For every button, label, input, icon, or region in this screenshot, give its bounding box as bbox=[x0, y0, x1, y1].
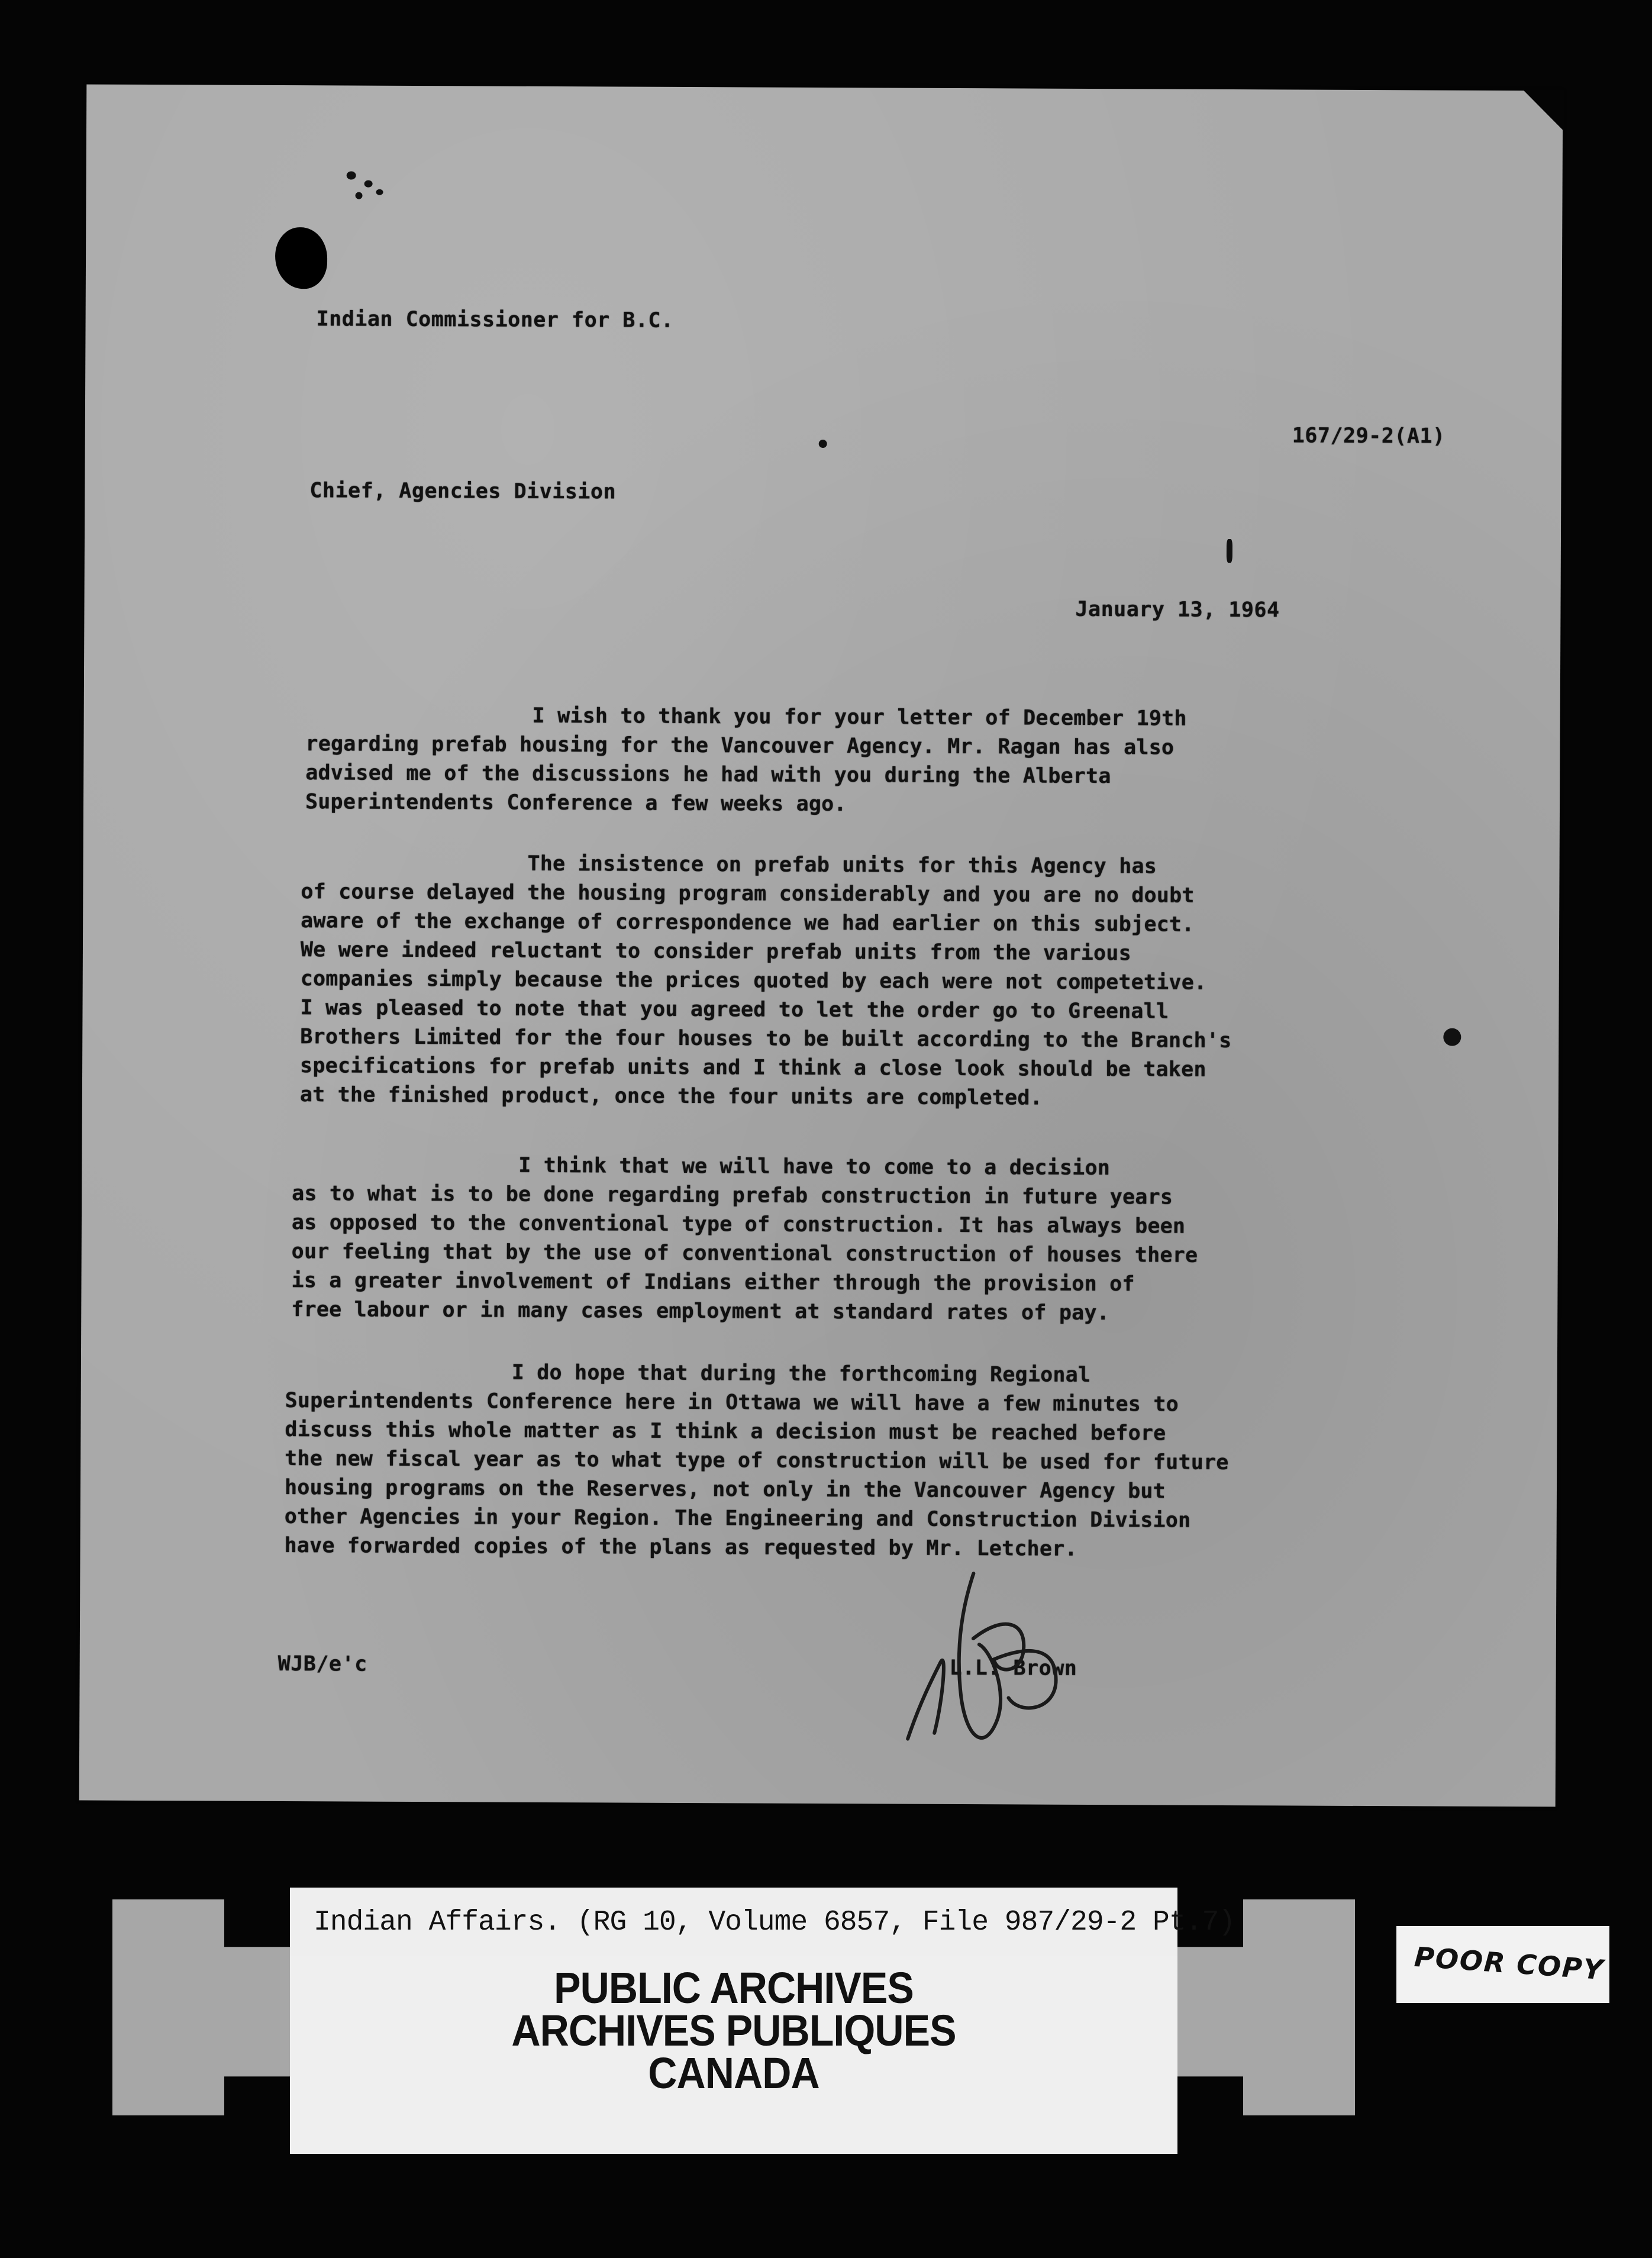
paragraph-line: the new fiscal year as to what type of construction will be used for future bbox=[285, 1447, 1229, 1475]
paragraph-line: Superintendents Conference here in Ottawa we will have a few minutes to bbox=[285, 1389, 1179, 1417]
archive-citation: Indian Affairs. (RG 10, Volume 6857, File 987/29-2 Pt.7) bbox=[314, 1907, 1235, 1938]
paragraph-1 bbox=[305, 701, 1187, 820]
paragraph-3 bbox=[291, 1150, 1198, 1328]
recipient-line: Indian Commissioner for B.C. bbox=[316, 307, 674, 333]
paragraph-line: We were indeed reluctant to consider prefab units from the various bbox=[300, 938, 1131, 966]
ink-speck bbox=[347, 171, 356, 179]
punch-hole bbox=[275, 227, 327, 289]
file-reference: 167/29-2(A1) bbox=[1292, 424, 1446, 449]
archive-name-fr: ARCHIVES PUBLIQUES bbox=[511, 2006, 956, 2055]
typist-initials: WJB/e'c bbox=[278, 1652, 367, 1676]
paragraph-line: I was pleased to note that you agreed to let the order go to Greenall bbox=[300, 996, 1169, 1024]
sender-line: Chief, Agencies Division bbox=[309, 479, 617, 504]
paragraph-line: is a greater involvement of Indians either through the provision of bbox=[291, 1269, 1135, 1296]
paragraph-2 bbox=[300, 849, 1232, 1114]
stamp-text: POOR COPY bbox=[1413, 1940, 1605, 1986]
paragraph-line: Brothers Limited for the four houses to be built according to the Branch's bbox=[300, 1025, 1232, 1053]
paragraph-line: I do hope that during the forthcoming Regional bbox=[285, 1360, 1091, 1387]
paragraph-line: have forwarded copies of the plans as requested by Mr. Letcher. bbox=[284, 1534, 1077, 1561]
paragraph-line: aware of the exchange of correspondence we had earlier on this subject. bbox=[301, 909, 1195, 937]
paragraph-line: free labour or in many cases employment at standard rates of pay. bbox=[291, 1298, 1110, 1325]
letter-page bbox=[79, 85, 1563, 1807]
poor-copy-stamp bbox=[1396, 1926, 1609, 2003]
paragraph-line: discuss this whole matter as I think a decision must be reached before bbox=[285, 1418, 1166, 1446]
ink-speck bbox=[1443, 1028, 1461, 1046]
paragraph-line: specifications for prefab units and I think a close look should be taken bbox=[300, 1054, 1206, 1082]
paragraph-line: I wish to thank you for your letter of December 19th bbox=[305, 703, 1187, 731]
ink-speck bbox=[819, 440, 827, 448]
ink-speck bbox=[376, 189, 383, 195]
archive-country: CANADA bbox=[648, 2049, 819, 2098]
page-corner bbox=[1522, 89, 1564, 131]
paragraph-line: as to what is to be done regarding prefab construction in future years bbox=[292, 1182, 1173, 1209]
paragraph-line: of course delayed the housing program considerably and you are no doubt bbox=[301, 880, 1195, 908]
ink-speck bbox=[1227, 539, 1232, 563]
paragraph-line: as opposed to the conventional type of construction. It has always been bbox=[291, 1211, 1186, 1238]
ink-speck bbox=[355, 192, 362, 199]
paragraph-line: companies simply because the prices quoted by each were not competetive. bbox=[300, 967, 1207, 995]
handwritten-signature bbox=[884, 1561, 1121, 1763]
archive-name-en: PUBLIC ARCHIVES bbox=[554, 1963, 914, 2012]
paragraph-line: regarding prefab housing for the Vancouver Agency. Mr. Ragan has also bbox=[305, 732, 1175, 760]
ink-speck bbox=[364, 180, 373, 188]
paragraph-4 bbox=[284, 1357, 1229, 1565]
paragraph-line: Superintendents Conference a few weeks ago. bbox=[305, 790, 847, 817]
archive-nameplate bbox=[290, 1956, 1177, 2154]
citation-strip bbox=[290, 1888, 1235, 1959]
paragraph-line: housing programs on the Reserves, not only in the Vancouver Agency but bbox=[284, 1476, 1166, 1504]
paragraph-line: other Agencies in your Region. The Engineering and Construction Division bbox=[284, 1505, 1191, 1533]
signer-name: L.L. Brown bbox=[949, 1656, 1077, 1680]
paragraph-line: I think that we will have to come to a decision bbox=[292, 1153, 1111, 1180]
letter-date: January 13, 1964 bbox=[1075, 597, 1280, 622]
paragraph-line: advised me of the discussions he had with you during the Alberta bbox=[305, 761, 1111, 789]
paragraph-line: at the finished product, once the four units are completed. bbox=[299, 1083, 1043, 1110]
paragraph-line: our feeling that by the use of conventional construction of houses there bbox=[291, 1240, 1198, 1267]
paragraph-line: The insistence on prefab units for this Agency has bbox=[301, 851, 1157, 879]
